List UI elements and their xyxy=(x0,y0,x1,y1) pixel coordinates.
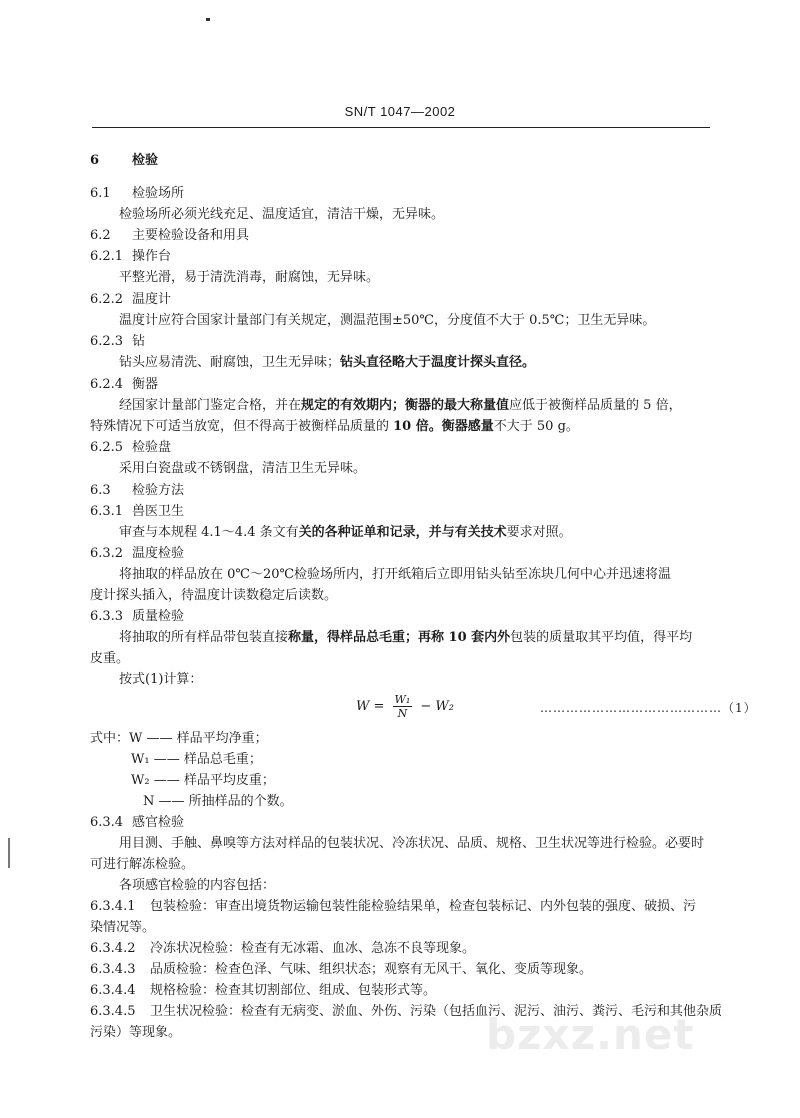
section-number: 6.2 xyxy=(90,228,111,243)
section-6-2-3-heading xyxy=(90,334,145,350)
section-number: 6.3 xyxy=(90,483,111,498)
section-6-2-3-body: 钻头应易清洗、耐腐蚀，卫生无异味；钻头直径略大于温度计探头直径。 xyxy=(119,355,536,370)
section-number: 6.3.4.5 xyxy=(90,1004,136,1019)
section-6-3-4-5-line-2: 污染）等现象。 xyxy=(90,1025,182,1040)
section-6-3-3-body-line-2: 皮重。 xyxy=(90,651,130,666)
section-6-3-heading xyxy=(90,483,184,499)
header-rule xyxy=(92,127,710,128)
section-6-1-body: 检验场所必须光线充足、温度适宜，清洁干燥，无异味。 xyxy=(119,207,445,222)
section-6-3-4-body-line-2: 可进行解冻检验。 xyxy=(90,857,195,872)
section-6-3-3-body-line-3: 按式(1)计算： xyxy=(119,672,203,687)
section-6-3-1-heading xyxy=(90,504,184,520)
formula-fraction: $\frac{\text{W₁}}{N}$ xyxy=(394,693,411,720)
section-6-2-2-body: 温度计应符合国家计量部门有关规定，测温范围±50℃，分度值不大于 0.5℃；卫生无异味。 xyxy=(119,313,656,328)
section-6-3-4-1: 6.3.4.1 包装检验：审查出境货物运输包装性能检验结果单，检查包装标记、内外包装的强度、破损、污 xyxy=(90,899,697,914)
section-6-3-4-body-line-1: 用目测、手触、鼻嗅等方法对样品的包装状况、冷冻状况、品质、规格、卫生状况等进行检验。必要时 xyxy=(119,836,705,851)
section-number: 6.3.4.3 xyxy=(90,962,136,977)
section-title: 衡器 xyxy=(132,377,159,392)
section-6-3-1-body: 审查与本规程 4.1～4.4 条文有关的各种证单和记录，并与有关技术要求对照。 xyxy=(119,525,572,540)
formula-legend-line-3: W₂ —— 样品平均皮重； xyxy=(131,773,275,788)
section-6-heading xyxy=(90,153,158,169)
formula-legend-line-2: W₁ —— 样品总毛重； xyxy=(131,752,262,767)
section-title: 温度计 xyxy=(132,292,172,307)
section-number: 6.2.3 xyxy=(90,334,124,349)
watermark: bzxz.net xyxy=(486,1010,695,1059)
section-number: 6.2.2 xyxy=(90,292,124,307)
scan-edge-mark xyxy=(8,838,10,868)
section-title: 钻 xyxy=(132,334,146,349)
section-6-2-heading xyxy=(90,228,249,244)
section-6-3-2-body-line-1: 将抽取的样品放在 0℃～20℃检验场所内，打开纸箱后立即用钻头钻至冻块几何中心并迅速将温 xyxy=(119,567,672,582)
section-title: 兽医卫生 xyxy=(132,504,185,519)
section-number: 6.2.5 xyxy=(90,440,124,455)
section-number: 6.3.4.2 xyxy=(90,941,136,956)
section-title: 温度检验 xyxy=(132,546,185,561)
section-6-3-2-body-line-2: 度计探头插入，待温度计读数稳定后读数。 xyxy=(90,588,338,603)
section-title: 检验 xyxy=(132,153,159,168)
section-number: 6.2.1 xyxy=(90,249,124,264)
section-6-3-4-heading xyxy=(90,815,184,831)
section-6-2-1-body: 平整光滑，易于清洗消毒，耐腐蚀，无异味。 xyxy=(119,270,380,285)
section-number: 6.3.4 xyxy=(90,815,124,830)
section-title: 检验场所 xyxy=(132,186,185,201)
section-6-3-3-heading xyxy=(90,609,184,625)
section-6-3-2-heading xyxy=(90,546,184,562)
section-6-2-5-heading xyxy=(90,440,171,456)
formula-legend-line-1: 式中：W —— 样品平均净重； xyxy=(90,731,268,746)
formula-legend-line-4: N —— 所抽样品的个数。 xyxy=(143,794,293,809)
section-number: 6.3.2 xyxy=(90,546,124,561)
section-6-3-4-3: 6.3.4.3 品质检验：检查色泽、气味、组织状态；观察有无风干、氧化、变质等现象。 xyxy=(90,962,593,977)
section-number: 6.3.4.4 xyxy=(90,983,136,998)
section-title: 检验盘 xyxy=(132,440,172,455)
section-6-1-heading xyxy=(90,186,184,202)
section-6-3-4-4: 6.3.4.4 规格检验：检查其切割部位、组成、包装形式等。 xyxy=(90,983,437,998)
net-weight-formula: W = $\frac{\text{W₁}}{N}$ − W₂ xyxy=(356,693,454,720)
equation-number: ……………………………………（1） xyxy=(540,701,757,715)
section-6-3-4-body-line-3: 各项感官检验的内容包括： xyxy=(119,878,276,893)
scan-speck xyxy=(206,18,210,21)
section-title: 主要检验设备和用具 xyxy=(132,228,250,243)
section-6-3-4-1-line-2: 染情况等。 xyxy=(90,920,156,935)
section-6-3-4-5: 6.3.4.5 卫生状况检验：检查有无病变、淤血、外伤、污染（包括血污、泥污、油污、粪污、毛污和其他杂质 xyxy=(90,1004,723,1019)
section-6-2-4-body-line-1: 经国家计量部门鉴定合格，并在规定的有效期内；衡器的最大称量值应低于被衡样品质量的 5 倍， xyxy=(119,398,682,413)
section-number: 6.3.4.1 xyxy=(90,899,136,914)
section-6-3-4-2: 6.3.4.2 冷冻状况检验：检查有无冰霜、血冰、急冻不良等现象。 xyxy=(90,941,476,956)
section-title: 检验方法 xyxy=(132,483,185,498)
section-6-2-2-heading xyxy=(90,292,171,308)
section-number: 6.2.4 xyxy=(90,377,124,392)
section-title: 质量检验 xyxy=(132,609,185,624)
standard-code: SN/T 1047—2002 xyxy=(344,104,456,119)
section-6-2-5-body: 采用白瓷盘或不锈钢盘，清洁卫生无异味。 xyxy=(119,461,367,476)
section-number: 6.1 xyxy=(90,186,111,201)
section-number: 6 xyxy=(90,153,100,168)
section-6-2-4-heading xyxy=(90,377,158,393)
section-6-2-1-heading xyxy=(90,249,171,265)
section-title: 操作台 xyxy=(132,249,172,264)
section-title: 感官检验 xyxy=(132,815,185,830)
section-6-2-4-body-line-2: 特殊情况下可适当放宽，但不得高于被衡样品质量的 10 倍。衡器感量不大于 50 g。 xyxy=(90,419,579,434)
section-6-3-3-body-line-1: 将抽取的所有样品带包装直接称量，得样品总毛重；再称 10 套内外包装的质量取其平均值，得平均 xyxy=(119,630,693,645)
section-number: 6.3.3 xyxy=(90,609,124,624)
section-number: 6.3.1 xyxy=(90,504,124,519)
